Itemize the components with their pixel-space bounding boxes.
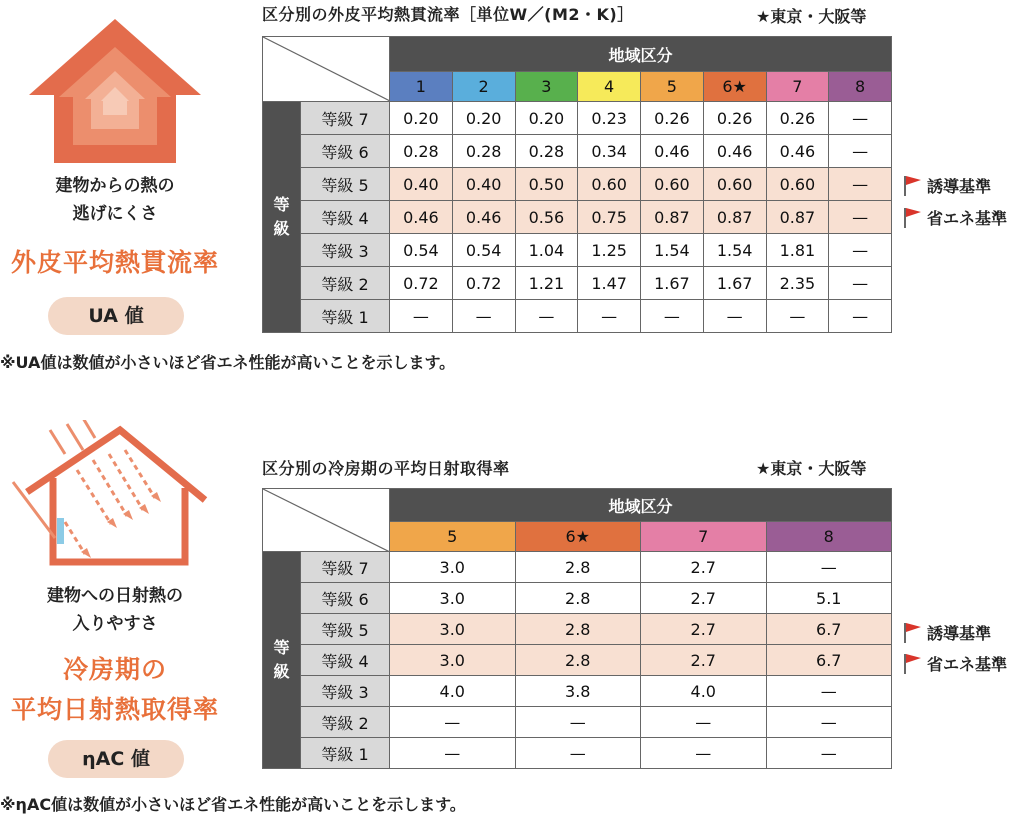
- ua-value-cell: 1.04: [515, 234, 578, 267]
- eta-value-cell: —: [766, 738, 892, 769]
- ua-value-cell: 0.26: [703, 102, 766, 135]
- ua-value-cell: —: [515, 300, 578, 333]
- ua-value-cell: —: [829, 201, 892, 234]
- ua-value-cell: 0.23: [578, 102, 641, 135]
- ua-table-row: [263, 267, 892, 300]
- ua-table-row: [263, 135, 892, 168]
- ua-value-cell: 0.28: [515, 135, 578, 168]
- eta-value-cell: 2.8: [515, 645, 641, 676]
- eta-region-2: 6★: [515, 522, 641, 552]
- ua-table-row: [263, 102, 892, 135]
- eta-value-cell: —: [641, 707, 767, 738]
- ua-value-cell: 0.46: [390, 201, 453, 234]
- ua-table-row: [263, 168, 892, 201]
- eta-value-cell: 6.7: [766, 645, 892, 676]
- ua-grade-side-header: 等 級: [263, 102, 301, 333]
- ua-value-cell: 0.56: [515, 201, 578, 234]
- eta-value-cell: 3.0: [390, 645, 516, 676]
- eta-grade-label: 等級 6: [301, 583, 390, 614]
- ua-value-cell: 0.87: [703, 201, 766, 234]
- ua-value-cell: 1.54: [641, 234, 704, 267]
- eta-value-cell: —: [515, 707, 641, 738]
- eta-flag-energy-label: 省エネ基準: [927, 655, 1008, 674]
- ua-region-7: 7: [766, 72, 829, 102]
- ua-value-cell: 1.67: [703, 267, 766, 300]
- eta-value-cell: 2.7: [641, 645, 767, 676]
- eta-value-badge: ηAC 値: [48, 740, 184, 778]
- ua-value-badge: UA 値: [48, 297, 184, 335]
- eta-grade-label: 等級 3: [301, 676, 390, 707]
- eta-value-cell: —: [766, 707, 892, 738]
- ua-value-cell: 0.40: [390, 168, 453, 201]
- ua-value-cell: 0.60: [766, 168, 829, 201]
- ua-value-cell: —: [829, 300, 892, 333]
- ua-value-cell: —: [641, 300, 704, 333]
- red-flag-icon: [903, 207, 923, 229]
- eta-table-row: [263, 583, 892, 614]
- ua-table-row: [263, 234, 892, 267]
- eta-value-cell: 2.8: [515, 614, 641, 645]
- eta-table: [262, 488, 892, 769]
- eta-value-cell: 5.1: [766, 583, 892, 614]
- ua-grade-label: 等級 4: [301, 201, 390, 234]
- ua-value-cell: —: [452, 300, 515, 333]
- eta-value-cell: 3.0: [390, 583, 516, 614]
- ua-value-cell: 0.50: [515, 168, 578, 201]
- ua-value-cell: —: [829, 168, 892, 201]
- eta-headline: 冷房期の 平均日射熱取得率: [10, 655, 219, 724]
- ua-value-cell: 0.75: [578, 201, 641, 234]
- ua-flag-induced: [903, 174, 991, 197]
- eta-region-header: 地域区分: [390, 489, 892, 522]
- eta-value-cell: —: [766, 676, 892, 707]
- eta-table-row: [263, 676, 892, 707]
- ua-value-cell: —: [578, 300, 641, 333]
- ua-value-cell: 0.72: [390, 267, 453, 300]
- eta-value-cell: 3.0: [390, 614, 516, 645]
- eta-value-cell: —: [641, 738, 767, 769]
- ua-grade-label: 等級 2: [301, 267, 390, 300]
- ua-value-cell: —: [829, 135, 892, 168]
- ua-region-8: 8: [829, 72, 892, 102]
- ua-value-cell: 0.46: [641, 135, 704, 168]
- ua-grade-label: 等級 3: [301, 234, 390, 267]
- ua-flag-energy: [903, 206, 1007, 229]
- ua-value-cell: 0.34: [578, 135, 641, 168]
- ua-region-3: 3: [515, 72, 578, 102]
- ua-value-cell: —: [703, 300, 766, 333]
- ua-flag-induced-label: 誘導基準: [927, 177, 992, 196]
- ua-value-cell: 1.67: [641, 267, 704, 300]
- eta-value-cell: 4.0: [641, 676, 767, 707]
- ua-region-6: 6★: [703, 72, 766, 102]
- eta-region-4: 8: [766, 522, 892, 552]
- ua-table: [262, 36, 892, 333]
- eta-value-cell: —: [515, 738, 641, 769]
- eta-flag-induced: [903, 621, 991, 644]
- eta-table-row: [263, 738, 892, 769]
- ua-value-cell: 1.21: [515, 267, 578, 300]
- ua-value-cell: 0.87: [766, 201, 829, 234]
- ua-headline: 外皮平均熱貫流率: [10, 248, 219, 277]
- ua-region-4: 4: [578, 72, 641, 102]
- ua-value-cell: 2.35: [766, 267, 829, 300]
- ua-value-cell: —: [829, 102, 892, 135]
- eta-value-cell: 2.8: [515, 552, 641, 583]
- eta-star-note: ★東京・大阪等: [756, 459, 867, 478]
- eta-value-cell: 4.0: [390, 676, 516, 707]
- eta-caption: 建物への日射熱の 入りやすさ: [47, 586, 183, 634]
- ua-value-cell: 0.26: [641, 102, 704, 135]
- ua-value-cell: 0.28: [452, 135, 515, 168]
- eta-grade-label: 等級 5: [301, 614, 390, 645]
- ua-grade-label: 等級 5: [301, 168, 390, 201]
- eta-value-cell: —: [390, 738, 516, 769]
- ua-footnote: ※UA値は数値が小さいほど省エネ性能が高いことを示します。: [0, 353, 456, 372]
- ua-value-cell: 0.54: [390, 234, 453, 267]
- ua-value-cell: 0.46: [452, 201, 515, 234]
- eta-grade-label: 等級 7: [301, 552, 390, 583]
- eta-table-title: 区分別の冷房期の平均日射取得率: [262, 459, 510, 478]
- eta-value-cell: 3.0: [390, 552, 516, 583]
- eta-table-row: [263, 614, 892, 645]
- eta-corner-cell: [263, 489, 390, 552]
- eta-region-1: 5: [390, 522, 516, 552]
- ua-region-5: 5: [641, 72, 704, 102]
- ua-value-cell: 1.54: [703, 234, 766, 267]
- eta-grade-label: 等級 1: [301, 738, 390, 769]
- eta-value-cell: 6.7: [766, 614, 892, 645]
- ua-caption: 建物からの熱の 逃げにくさ: [55, 176, 175, 224]
- ua-value-cell: 0.87: [641, 201, 704, 234]
- ua-table-row: [263, 300, 892, 333]
- ua-value-cell: 0.60: [578, 168, 641, 201]
- ua-value-cell: 1.47: [578, 267, 641, 300]
- ua-region-1: 1: [390, 72, 453, 102]
- eta-table-row: [263, 552, 892, 583]
- ua-corner-cell: [263, 37, 390, 102]
- ua-value-cell: 0.26: [766, 102, 829, 135]
- eta-value-cell: 2.7: [641, 614, 767, 645]
- ua-grade-label: 等級 7: [301, 102, 390, 135]
- ua-value-cell: 0.20: [515, 102, 578, 135]
- red-flag-icon: [903, 653, 923, 675]
- eta-value-cell: —: [766, 552, 892, 583]
- eta-flag-induced-label: 誘導基準: [927, 624, 992, 643]
- house-heat-icon: [25, 15, 205, 165]
- ua-value-cell: 1.81: [766, 234, 829, 267]
- red-flag-icon: [903, 175, 923, 197]
- eta-grade-side-header: 等 級: [263, 552, 301, 769]
- ua-value-cell: 0.54: [452, 234, 515, 267]
- ua-value-cell: 0.28: [390, 135, 453, 168]
- eta-flag-energy: [903, 652, 1007, 675]
- eta-value-cell: —: [390, 707, 516, 738]
- ua-value-cell: —: [829, 234, 892, 267]
- house-sunlight-icon: [5, 420, 210, 570]
- ua-value-cell: 0.20: [390, 102, 453, 135]
- red-flag-icon: [903, 622, 923, 644]
- eta-value-cell: 3.8: [515, 676, 641, 707]
- ua-value-cell: 0.72: [452, 267, 515, 300]
- ua-value-cell: 0.60: [641, 168, 704, 201]
- eta-value-cell: 2.7: [641, 583, 767, 614]
- ua-value-cell: —: [390, 300, 453, 333]
- ua-value-cell: 1.25: [578, 234, 641, 267]
- ua-value-cell: 0.46: [703, 135, 766, 168]
- eta-grade-label: 等級 2: [301, 707, 390, 738]
- ua-table-title: 区分別の外皮平均熱貫流率［単位W／(M2・K)］: [262, 5, 634, 24]
- ua-value-cell: —: [829, 267, 892, 300]
- ua-star-note: ★東京・大阪等: [756, 7, 867, 26]
- ua-flag-energy-label: 省エネ基準: [927, 209, 1008, 228]
- ua-region-header: 地域区分: [390, 37, 892, 72]
- eta-table-row: [263, 707, 892, 738]
- ua-value-cell: 0.40: [452, 168, 515, 201]
- eta-value-cell: 2.7: [641, 552, 767, 583]
- ua-value-cell: 0.60: [703, 168, 766, 201]
- ua-region-2: 2: [452, 72, 515, 102]
- ua-value-cell: 0.46: [766, 135, 829, 168]
- eta-grade-label: 等級 4: [301, 645, 390, 676]
- eta-region-3: 7: [641, 522, 767, 552]
- eta-value-cell: 2.8: [515, 583, 641, 614]
- ua-value-cell: —: [766, 300, 829, 333]
- ua-value-cell: 0.20: [452, 102, 515, 135]
- eta-table-row: [263, 645, 892, 676]
- ua-grade-label: 等級 1: [301, 300, 390, 333]
- ua-grade-label: 等級 6: [301, 135, 390, 168]
- ua-table-row: [263, 201, 892, 234]
- eta-footnote: ※ηAC値は数値が小さいほど省エネ性能が高いことを示します。: [0, 795, 466, 814]
